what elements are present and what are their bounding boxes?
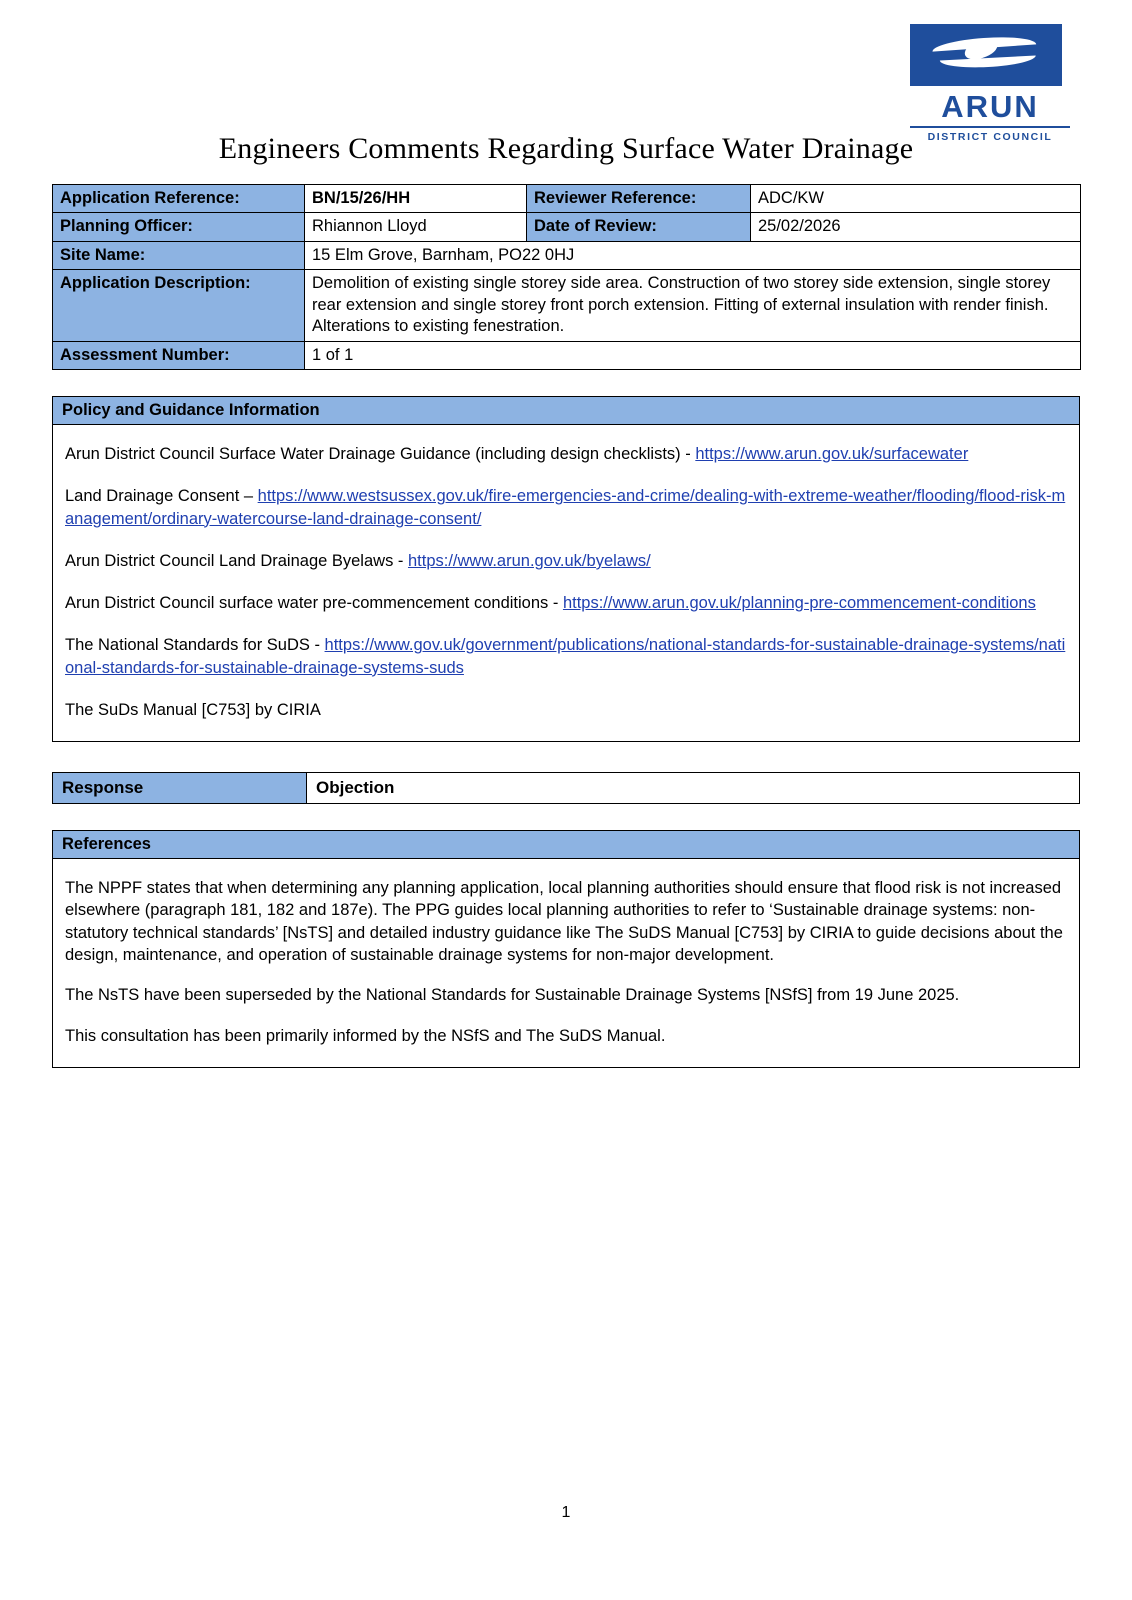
logo-wordmark: ARUN bbox=[941, 89, 1039, 124]
application-description-value: Demolition of existing single storey side area. Construction of two storey side extension, single storey rear extension and single storey front porch extension. Fitting of external insulation with render finish. Alterations to existing fenestration. bbox=[305, 270, 1081, 341]
table-row bbox=[53, 213, 1081, 241]
assessment-number-label: Assessment Number: bbox=[53, 341, 305, 369]
table-row bbox=[53, 185, 1081, 213]
policy-section-header: Policy and Guidance Information bbox=[52, 396, 1080, 425]
planning-officer-label: Planning Officer: bbox=[53, 213, 305, 241]
date-of-review-value: 25/02/2026 bbox=[751, 213, 1081, 241]
policy-item-link[interactable]: https://www.arun.gov.uk/surfacewater bbox=[695, 445, 969, 464]
table-row bbox=[53, 270, 1081, 341]
application-reference-value: BN/15/26/HH bbox=[305, 185, 527, 213]
references-section-body bbox=[52, 859, 1080, 1068]
policy-item-text: Arun District Council Land Drainage Byelaws - bbox=[65, 551, 408, 570]
policy-section-body bbox=[52, 425, 1080, 742]
page-title: Engineers Comments Regarding Surface Water Drainage bbox=[218, 132, 914, 165]
reference-paragraph: The NPPF states that when determining any planning application, local planning authorities should ensure that flood risk is not increased elsewhere (paragraph 181, 182 and 187e). The PPG guides local planning authorities to refer to ‘Sustainable drainage systems: non-statutory technical standards’ [NsTS] and detailed industry guidance like The SuDS Manual [C753] by CIRIA to guide decisions about the design, maintenance, and operation of sustainable drainage systems for non-major development. bbox=[65, 879, 1063, 964]
application-description-label: Application Description: bbox=[53, 270, 305, 341]
arun-district-council-logo bbox=[910, 24, 1070, 143]
policy-item-link[interactable]: https://www.gov.uk/government/publications/national-standards-for-sustainable-drainage-systems/national-standards-for-sustainable-drainage-systems-suds bbox=[65, 636, 1066, 677]
assessment-number-value: 1 of 1 bbox=[305, 341, 1081, 369]
response-value: Objection bbox=[307, 773, 1080, 804]
references-section bbox=[52, 830, 1080, 1068]
policy-item-link[interactable]: https://www.arun.gov.uk/planning-pre-commencement-conditions bbox=[562, 594, 1036, 613]
policy-item bbox=[65, 634, 1067, 679]
table-row bbox=[53, 773, 1080, 804]
policy-item bbox=[65, 699, 1067, 721]
policy-item bbox=[65, 592, 1067, 614]
site-name-value: 15 Elm Grove, Barnham, PO22 0HJ bbox=[305, 241, 1081, 269]
planning-officer-value: Rhiannon Lloyd bbox=[305, 213, 527, 241]
policy-item bbox=[65, 443, 1067, 465]
response-table bbox=[52, 772, 1080, 804]
policy-item bbox=[65, 550, 1067, 572]
policy-item bbox=[65, 485, 1067, 530]
date-of-review-label: Date of Review: bbox=[527, 213, 751, 241]
policy-item-text: The SuDs Manual [C753] by CIRIA bbox=[65, 700, 321, 719]
reference-paragraph: The NsTS have been superseded by the National Standards for Sustainable Drainage Systems [NSfS] from 19 June 2025. bbox=[65, 986, 960, 1005]
page-number: 1 bbox=[561, 1504, 571, 1521]
policy-and-guidance-section bbox=[52, 396, 1080, 742]
site-name-label: Site Name: bbox=[53, 241, 305, 269]
policy-item-link[interactable]: https://www.westsussex.gov.uk/fire-emergencies-and-crime/dealing-with-extreme-weather/flooding/flood-risk-management/ordinary-watercourse-land-drainage-consent/ bbox=[65, 487, 1066, 528]
policy-item-text: Arun District Council Surface Water Drainage Guidance (including design checklists) - bbox=[65, 445, 696, 464]
references-section-header: References bbox=[52, 830, 1080, 859]
table-row bbox=[53, 341, 1081, 369]
policy-item-link[interactable]: https://www.arun.gov.uk/byelaws/ bbox=[407, 551, 651, 570]
application-reference-label: Application Reference: bbox=[53, 185, 305, 213]
table-row bbox=[53, 241, 1081, 269]
policy-item-text: The National Standards for SuDS - bbox=[65, 636, 325, 655]
arun-wave-bird-icon bbox=[910, 24, 1062, 86]
application-details-table bbox=[52, 184, 1081, 370]
policy-item-text: Land Drainage Consent – bbox=[65, 487, 258, 506]
reference-paragraph: This consultation has been primarily informed by the NSfS and The SuDS Manual. bbox=[65, 1026, 666, 1045]
reviewer-reference-label: Reviewer Reference: bbox=[527, 185, 751, 213]
response-label: Response bbox=[53, 773, 307, 804]
reviewer-reference-value: ADC/KW bbox=[751, 185, 1081, 213]
logo-subtitle: DISTRICT COUNCIL bbox=[910, 126, 1070, 143]
policy-item-text: Arun District Council surface water pre-commencement conditions - bbox=[65, 594, 563, 613]
